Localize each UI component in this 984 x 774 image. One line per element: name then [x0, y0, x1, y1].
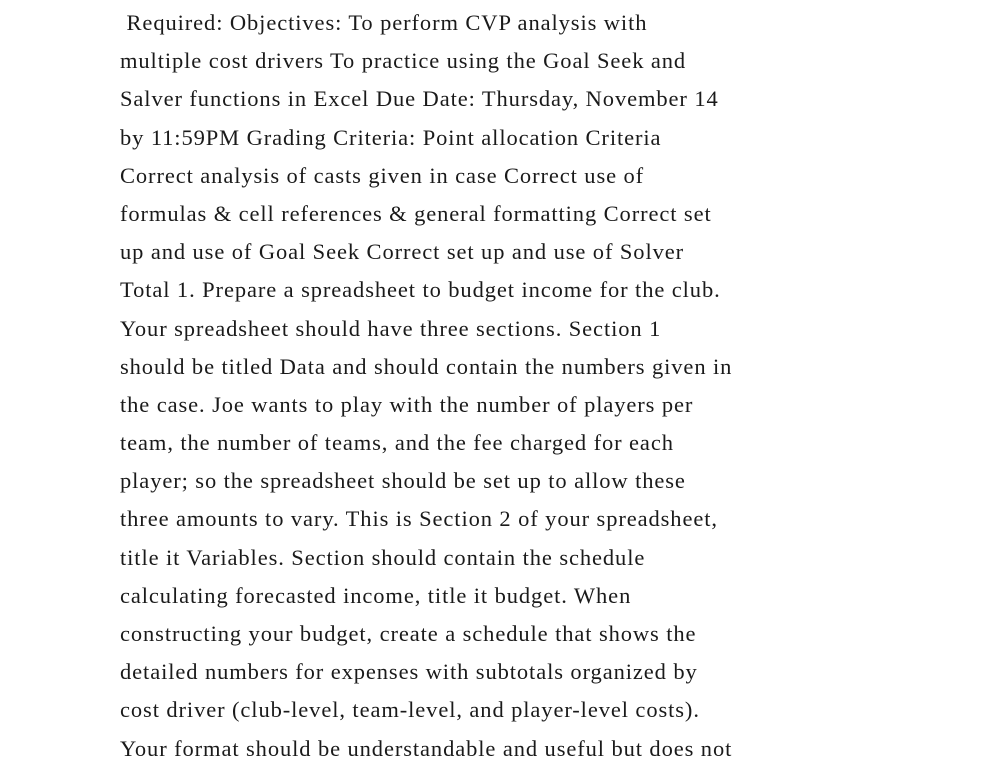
- text-line: three amounts to vary. This is Section 2 of your spreadsheet,: [120, 506, 718, 532]
- text-line: Correct analysis of casts given in case Correct use of: [120, 162, 645, 188]
- text-line: Total 1. Prepare a spreadsheet to budget income for the club.: [120, 277, 721, 303]
- text-line: Your format should be understandable and useful but does not: [120, 735, 733, 761]
- text-line: title it Variables. Section should contain the schedule: [120, 544, 646, 570]
- text-line: player; so the spreadsheet should be set up to allow these: [120, 468, 686, 494]
- text-line: Your spreadsheet should have three sections. Section 1: [120, 315, 662, 341]
- text-line: detailed numbers for expenses with subtotals organized by: [120, 659, 698, 685]
- text-line: calculating forecasted income, title it budget. When: [120, 582, 632, 608]
- text-line: cost driver (club-level, team-level, and player-level costs).: [120, 697, 700, 723]
- text-line: formulas & cell references & general formatting Correct set: [120, 200, 712, 226]
- text-line: should be titled Data and should contain the numbers given in: [120, 353, 733, 379]
- text-line: multiple cost drivers To practice using the Goal Seek and: [120, 48, 687, 74]
- text-line: the case. Joe wants to play with the number of players per: [120, 391, 694, 417]
- document-body: [120, 4, 860, 768]
- text-line: up and use of Goal Seek Correct set up and use of Solver: [120, 239, 685, 265]
- text-line: by 11:59PM Grading Criteria: Point allocation Criteria: [120, 124, 662, 150]
- text-line: team, the number of teams, and the fee charged for each: [120, 430, 674, 456]
- text-line: constructing your budget, create a schedule that shows the: [120, 621, 697, 646]
- text-line: Required: Objectives: To perform CVP analysis with: [120, 10, 648, 35]
- text-line: Salver functions in Excel Due Date: Thursday, November 14: [120, 86, 719, 112]
